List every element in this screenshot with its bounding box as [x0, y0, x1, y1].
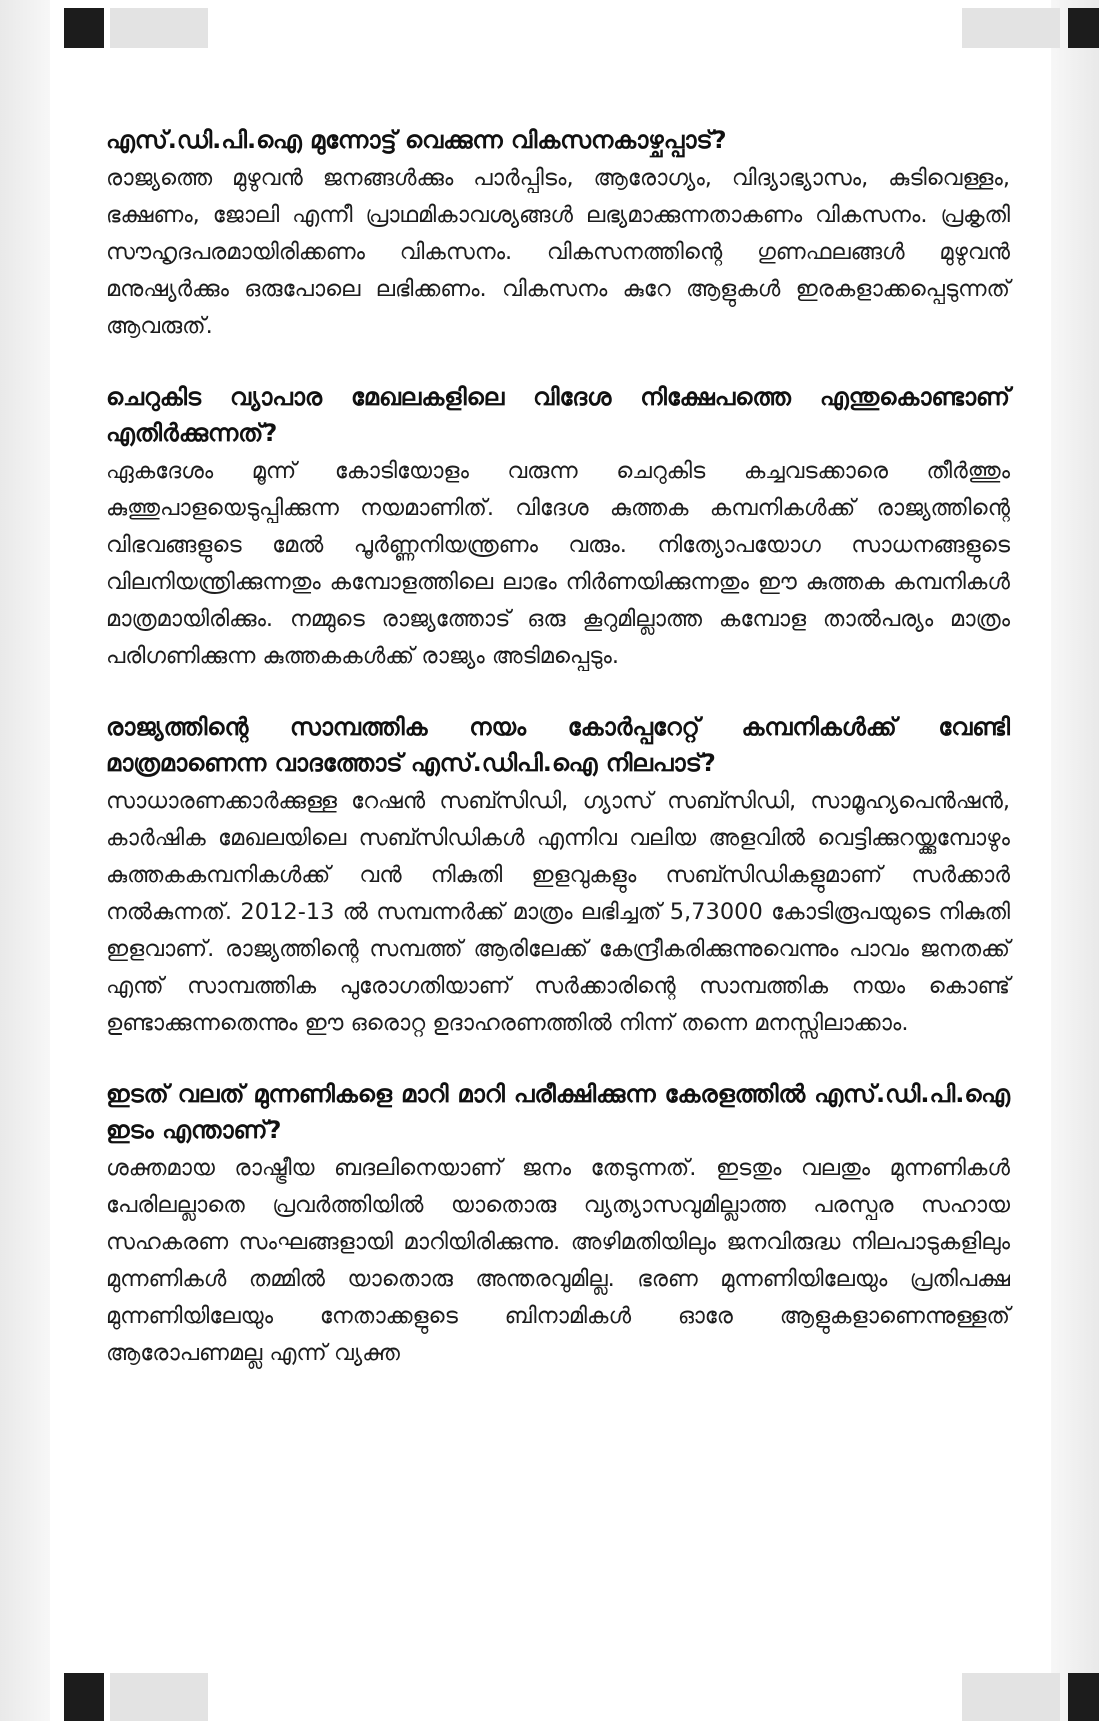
- answer-paragraph: ശക്തമായ രാഷ്ട്രീയ ബദലിനെയാണ് ജനം തേടുന്നത്. ഇടതും വലതും മുന്നണികൾ പേരിലല്ലാതെ പ്രവർത്തിയിൽ യാതൊരു വ്യത്യാസവുമില്ലാത്ത പരസ്പര സഹായ സഹകരണ സംഘങ്ങളായി മാറിയിരിക്കുന്നു. അഴിമതിയിലും ജനവിരുദ്ധ നിലപാടുകളിലും മുന്നണികൾ തമ്മിൽ യാതൊരു അന്തരവുമില്ല. ഭരണ മുന്നണിയിലേയും പ്രതിപക്ഷ മുന്നണിയിലേയും നേതാക്കളുടെ ബിനാമികൾ ഓരേ ആളുകളാണെന്നുള്ളത് ആരോപണമല്ല എന്ന് വ്യക്ത: [106, 1155, 1010, 1366]
- top-right-gray-block: [962, 8, 1060, 48]
- qa-section-kerala-politics: [106, 1076, 1010, 1372]
- top-right-crop-mark: [1068, 8, 1099, 48]
- question-heading: എസ്.ഡി.പി.ഐ മുന്നോട്ട് വെക്കുന്ന വികസനകാഴ്ചപ്പാട്?: [106, 126, 727, 154]
- left-page-gutter: [0, 0, 50, 1721]
- right-page-gutter: [1051, 0, 1099, 1721]
- bottom-right-crop-mark: [1068, 1673, 1099, 1721]
- top-left-gray-block: [110, 8, 208, 48]
- qa-section-economic-policy: [106, 709, 1010, 1042]
- qa-section-foreign-investment: [106, 379, 1010, 675]
- question-heading: രാജ്യത്തിന്റെ സാമ്പത്തിക നയം കോർപ്പറേറ്റ് കമ്പനികൾക്ക് വേണ്ടി മാത്രമാണെന്ന വാദത്തോട് എസ്.ഡിപി.ഐ നിലപാട്?: [106, 713, 1010, 777]
- bottom-right-gray-block: [962, 1673, 1060, 1721]
- qa-section-development-vision: [106, 122, 1010, 345]
- bottom-left-gray-block: [110, 1673, 208, 1721]
- answer-paragraph: ഏകദേശം മൂന്ന് കോടിയോളം വരുന്ന ചെറുകിട കച്ചവടക്കാരെ തീർത്തും കുത്തുപാളയെടുപ്പിക്കുന്ന നയമാണിത്. വിദേശ കുത്തക കമ്പനികൾക്ക് രാജ്യത്തിന്റെ വിഭവങ്ങളുടെ മേൽ പൂർണ്ണനിയന്ത്രണം വരും. നിത്യോപയോഗ സാധനങ്ങളുടെ വിലനിയന്ത്രിക്കുന്നതും കമ്പോളത്തിലെ ലാഭം നിർണയിക്കുന്നതും ഈ കുത്തക കമ്പനികൾ മാത്രമായിരിക്കും. നമ്മുടെ രാജ്യത്തോട് ഒരു കൂറുമില്ലാത്ത കമ്പോള താൽപര്യം മാത്രം പരിഗണിക്കുന്ന കുത്തകകൾക്ക് രാജ്യം അടിമപ്പെടും.: [106, 458, 1010, 669]
- answer-paragraph: സാധാരണക്കാർക്കുള്ള റേഷൻ സബ്സിഡി, ഗ്യാസ് സബ്സിഡി, സാമൂഹ്യപെൻഷൻ, കാർഷിക മേഖലയിലെ സബ്സിഡികൾ എന്നിവ വലിയ അളവിൽ വെട്ടിക്കുറയ്ക്കുമ്പോഴും കുത്തകകമ്പനികൾക്ക് വൻ നികുതി ഇളവുകളും സബ്സിഡികളുമാണ് സർക്കാർ നൽകുന്നത്. 2012-13 ൽ സമ്പന്നർക്ക് മാത്രം ലഭിച്ചത് 5,73000 കോടിരൂപയുടെ നികുതി ഇളവാണ്. രാജ്യത്തിന്റെ സമ്പത്ത് ആരിലേക്ക് കേന്ദ്രീകരിക്കുന്നുവെന്നും പാവം ജനതക്ക് എന്ത് സാമ്പത്തിക പുരോഗതിയാണ് സർക്കാരിന്റെ സാമ്പത്തിക നയം കൊണ്ട് ഉണ്ടാക്കുന്നതെന്നും ഈ ഒരൊറ്റ ഉദാഹരണത്തിൽ നിന്ന് തന്നെ മനസ്സിലാക്കാം.: [106, 788, 1010, 1036]
- question-heading: ചെറുകിട വ്യാപാര മേഖലകളിലെ വിദേശ നിക്ഷേപത്തെ എന്തുകൊണ്ടാണ് എതിർക്കുന്നത്?: [106, 383, 1010, 447]
- document-body: [106, 122, 1010, 1406]
- question-heading: ഇടത് വലത് മുന്നണികളെ മാറി മാറി പരീക്ഷിക്കുന്ന കേരളത്തിൽ എസ്.ഡി.പി.ഐ ഇടം എന്താണ്?: [106, 1080, 1010, 1144]
- answer-paragraph: രാജ്യത്തെ മുഴുവൻ ജനങ്ങൾക്കും പാർപ്പിടം, ആരോഗ്യം, വിദ്യാഭ്യാസം, കുടിവെള്ളം, ഭക്ഷണം, ജോലി എന്നീ പ്രാഥമികാവശ്യങ്ങൾ ലഭ്യമാക്കുന്നതാകണം വികസനം. പ്രകൃതി സൗഹൃദപരമായിരിക്കണം വികസനം. വികസനത്തിന്റെ ഗുണഫലങ്ങൾ മുഴുവൻ മനുഷ്യർക്കും ഒരുപോലെ ലഭിക്കണം. വികസനം കുറേ ആളുകൾ ഇരകളാക്കപ്പെടുന്നത് ആവരുത്.: [106, 165, 1010, 339]
- bottom-left-crop-mark: [64, 1673, 104, 1721]
- top-left-crop-mark: [64, 8, 104, 48]
